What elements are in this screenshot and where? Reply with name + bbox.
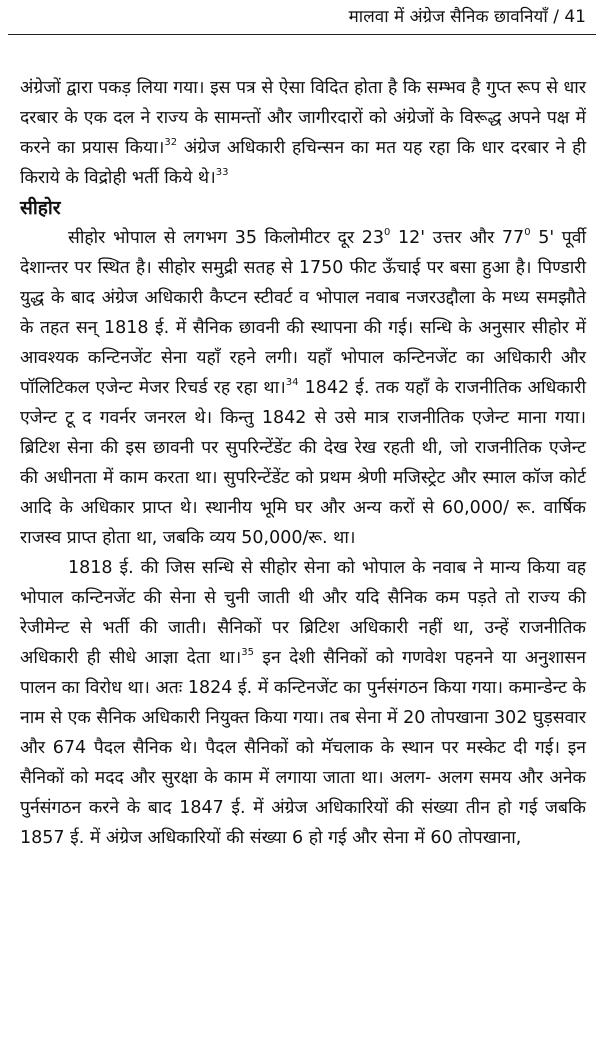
footnote-ref-32: 32: [164, 137, 178, 148]
paragraph-1-text-b: अंग्रेज अधिकारी हचिन्सन का मत यह रहा कि धार दरबार ने ही किराये के विद्रोही भर्ती किये थे।: [20, 138, 586, 188]
running-header: मालवा में अंग्रेज सैनिक छावनियाँ / 41: [348, 7, 586, 27]
footnote-ref-35: 35: [241, 647, 254, 658]
paragraph-2-text-b: 12' उत्तर और 77: [390, 228, 525, 248]
page-body: [20, 73, 586, 853]
paragraph-3: [20, 553, 586, 853]
paragraph-2-text-c: 5' पूर्वी देशान्तर पर स्थित है। सीहोर समुद्री सतह से 1750 फीट ऊँचाई पर बसा हुआ है। पिण्डारी युद्ध के बाद अंग्रेज अधिकारी कैप्टन स्टीवर्ट व भोपाल नवाब नजरउद्दौला के मध्य समझौते के तहत सन् 1818 ई. में सैनिक छावनी की स्थापना की गई। सन्धि के अनुसार सीहोर में आवश्यक कन्टिनजेंट सेना यहाँ रहने लगी। यहाँ भोपाल कन्टिनजेंट का अधिकारी और पॉलिटिकल एजेन्ट मेजर रिचर्ड रह रहा था।: [20, 228, 586, 398]
paragraph-3-text-b: इन देशी सैनिकों को गणवेश पहनने या अनुशासन पालन का विरोध था। अतः 1824 ई. में कन्टिनजेंट का पुर्नसंगठन किया गया। कमान्डेन्ट के नाम से एक सैनिक अधिकारी नियुक्त किया गया। तब सेना में 20 तोपखाना 302 घुड़सवार और 674 पैदल सैनिक थे। पैदल सैनिकों को मॅचलाक के स्थान पर मस्केट दी गई। इन सैनिकों को मदद और सुरक्षा के काम में लगाया जाता था। अलग- अलग समय और अनेक पुर्नसंगठन करने के बाद 1847 ई. में अंग्रेज अधिकारियों की संख्या तीन हो गई जबकि 1857 ई. में अंग्रेज अधिकारियों की संख्या 6 हो गई और सेना में 60 तोपखाना,: [20, 648, 586, 848]
section-heading-sehore: सीहोर: [20, 197, 61, 219]
paragraph-1-text-a: अंग्रेजों द्वारा पकड़ लिया गया। इस पत्र से ऐसा विदित होता है कि सम्भव है गुप्त रूप से धार दरबार के एक दल ने राज्य के सामन्तों और जागीरदारों को अंग्रेजों के विरूद्ध अपने पक्ष में करने का प्रयास किया।: [20, 78, 586, 158]
paragraph-2-text-a: सीहोर भोपाल से लगभग 35 किलोमीटर दूर 23: [68, 228, 385, 248]
paragraph-3-text-a: 1818 ई. की जिस सन्धि से सीहोर सेना को भोपाल के नवाब ने मान्य किया वह भोपाल कन्टिनजेंट की सेना से चुनी जाती थी और यदि सैनिक कम पड़ते तो राज्य की रेजीमेन्ट से भर्ती की जाती। सैनिकों पर ब्रिटिश अधिकारी नहीं था, उन्हें राजनीतिक अधिकारी ही सीधे आज्ञा देता था।: [20, 558, 586, 668]
paragraph-2: [20, 223, 586, 553]
paragraph-1: [20, 73, 586, 193]
degree-mark-longitude: 0: [524, 227, 531, 238]
footnote-ref-33: 33: [215, 167, 229, 178]
header-rule: [8, 34, 596, 35]
degree-mark-latitude: 0: [384, 227, 391, 238]
footnote-ref-34: 34: [285, 377, 299, 388]
paragraph-2-text-d: 1842 ई. तक यहाँ के राजनीतिक अधिकारी एजेन्ट टू द गवर्नर जनरल थे। किन्तु 1842 से उसे मात्र राजनीतिक एजेन्ट माना गया। ब्रिटिश सेना की इस छावनी पर सुपरिन्टेंडेंट की देख रेख रहती थी, जो राजनीतिक एजेन्ट की अधीनता में काम करता था। सुपरिन्टेंडेंट को प्रथम श्रेणी मजिस्ट्रेट और स्माल कॉज कोर्ट आदि के अधिकार प्राप्त थे। स्थानीय भूमि घर और अन्य करों से 60,000/ रू. वार्षिक राजस्व प्राप्त होता था, जबकि व्यय 50,000/रू. था।: [20, 378, 587, 548]
